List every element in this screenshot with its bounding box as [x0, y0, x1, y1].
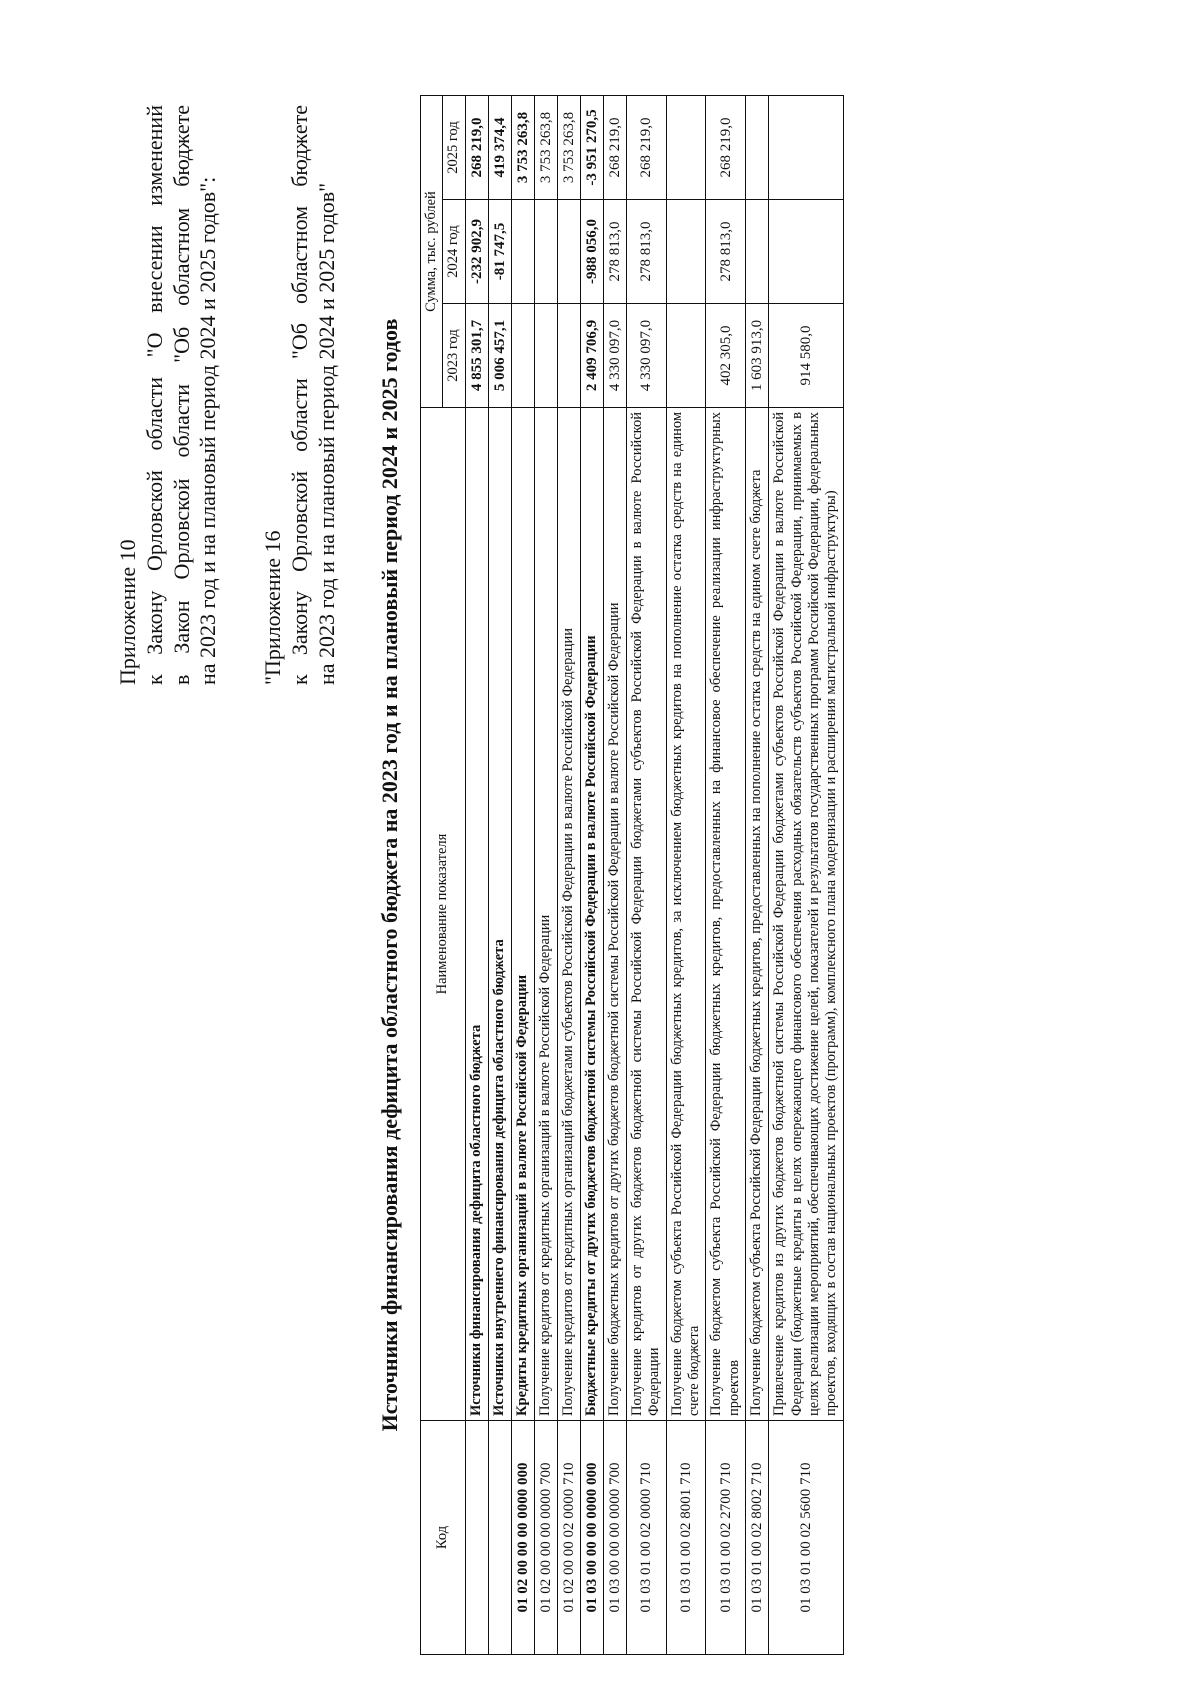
- cell-2024: 278 813,0: [706, 200, 746, 304]
- cell-2025: 3 753 263,8: [511, 96, 534, 200]
- column-header-code: Код: [421, 1421, 466, 1655]
- cell-2023: [534, 304, 557, 408]
- cell-2025: 419 374,4: [488, 96, 511, 200]
- table-row: [534, 96, 557, 1655]
- cell-2024: 278 813,0: [626, 200, 666, 304]
- cell-2025: 268 219,0: [465, 96, 488, 200]
- cell-2025: 3 753 263,8: [534, 96, 557, 200]
- header-word: областном: [286, 205, 312, 304]
- cell-name: Получение кредитов от других бюджетов бюджетной системы Российской Федерации бюджетами субъектов Российской Федерации в валюте Российской Федерации: [626, 408, 666, 1421]
- cell-2023: [557, 304, 580, 408]
- cell-2023: 4 855 301,7: [465, 304, 488, 408]
- appendix-16-label: "Приложение 16: [260, 530, 285, 685]
- cell-name: Источники финансирования дефицита областного бюджета: [465, 408, 488, 1421]
- column-header-2023: 2023 год: [443, 304, 465, 408]
- table-body: [465, 96, 843, 1655]
- cell-code: 01 02 00 00 00 0000 000: [511, 1421, 534, 1655]
- table-row: [511, 96, 534, 1655]
- cell-2024: -988 056,0: [580, 200, 603, 304]
- cell-2024: [746, 200, 769, 304]
- appendix-10-line4: на 2023 год и на плановый период 2024 и 2025 годов":: [195, 176, 221, 685]
- table-row: [706, 96, 746, 1655]
- cell-2023: 5 006 457,1: [488, 304, 511, 408]
- cell-code: 01 03 01 00 02 0000 710: [626, 1421, 666, 1655]
- header-word: областном: [168, 207, 194, 306]
- cell-2024: [557, 200, 580, 304]
- cell-2023: [666, 304, 706, 408]
- cell-name: Получение бюджетом субъекта Российской Федерации бюджетных кредитов, предоставленных на финансовое обеспечение реализации инфраструктурных проектов: [706, 408, 746, 1421]
- cell-name: Получение бюджетом субъекта Российской Федерации бюджетных кредитов, за исключением бюджетных кредитов на пополнение остатка средств на едином счете бюджета: [666, 408, 706, 1421]
- cell-2025: 268 219,0: [706, 96, 746, 200]
- header-word: внесении: [141, 225, 167, 313]
- header-word: бюджете: [286, 105, 312, 187]
- table-row: [666, 96, 706, 1655]
- cell-code: 01 03 01 00 02 8002 710: [746, 1421, 769, 1655]
- cell-2024: [769, 200, 844, 304]
- table-row: [603, 96, 626, 1655]
- cell-code: [465, 1421, 488, 1655]
- cell-code: [488, 1421, 511, 1655]
- cell-name: Кредиты кредитных организаций в валюте Российской Федерации: [511, 408, 534, 1421]
- cell-2024: 278 813,0: [603, 200, 626, 304]
- table-row: [746, 96, 769, 1655]
- cell-2023: 2 409 706,9: [580, 304, 603, 408]
- header-word: к: [286, 674, 312, 685]
- cell-2025: [666, 96, 706, 200]
- cell-2023: 4 330 097,0: [603, 304, 626, 408]
- table-row: [557, 96, 580, 1655]
- cell-code: 01 02 00 00 02 0000 710: [557, 1421, 580, 1655]
- cell-code: 01 03 00 00 00 0000 700: [603, 1421, 626, 1655]
- header-word: "Об: [168, 326, 194, 363]
- cell-2025: [769, 96, 844, 200]
- cell-code: 01 03 00 00 00 0000 000: [580, 1421, 603, 1655]
- header-word: бюджете: [168, 105, 194, 187]
- cell-code: 01 02 00 00 00 0000 700: [534, 1421, 557, 1655]
- header-word: в: [168, 674, 194, 685]
- cell-2024: -232 902,9: [465, 200, 488, 304]
- header-word: области: [286, 378, 312, 452]
- document-title: Источники финансирования дефицита областного бюджета на 2023 год и на плановый период 2024 и 2025 годов: [377, 318, 402, 1432]
- table-row: [465, 96, 488, 1655]
- cell-code: 01 03 01 00 02 5600 710: [769, 1421, 844, 1655]
- column-header-sum: Сумма, тыс. рублей: [421, 96, 443, 408]
- header-word: Закону: [286, 591, 312, 656]
- financing-sources-table: [420, 95, 844, 1655]
- cell-name: Получение бюджетом субъекта Российской Федерации бюджетных кредитов, предоставленных на пополнение остатка средств на едином счете бюджета: [746, 408, 769, 1421]
- cell-2025: 268 219,0: [626, 96, 666, 200]
- cell-2023: 1 603 913,0: [746, 304, 769, 408]
- table-row: [580, 96, 603, 1655]
- cell-name: Источники внутреннего финансирования дефицита областного бюджета: [488, 408, 511, 1421]
- appendix-10-label: Приложение 10: [115, 539, 140, 685]
- cell-2023: 4 330 097,0: [626, 304, 666, 408]
- cell-2024: [511, 200, 534, 304]
- appendix-16-line2: [287, 105, 314, 685]
- cell-2023: 402 305,0: [706, 304, 746, 408]
- table-row: [769, 96, 844, 1655]
- cell-2025: 3 753 263,8: [557, 96, 580, 200]
- cell-name: Привлечение кредитов из других бюджетов бюджетной системы Российской Федерации бюджетами субъектов Российской Федерации в валюте Российской Федерации (бюджетные кредиты в целях опережающего финансового обеспечения расходных обязательств субъектов Российской Федерации, принимаемых в целях реализации мероприятий, обеспечивающих достижение целей, показателей и результатов государственных программ Российской Федерации, федеральных проектов, входящих в состав национальных проектов (программ), комплексного плана модернизации и расширения магистральной инфраструктуры): [769, 408, 844, 1421]
- cell-name: Получение кредитов от кредитных организаций бюджетами субъектов Российской Федерации в валюте Российской Федерации: [557, 408, 580, 1421]
- header-word: Орловской: [168, 478, 194, 580]
- cell-name: Получение бюджетных кредитов от других бюджетов бюджетной системы Российской Федерации в валюте Российской Федерации: [603, 408, 626, 1421]
- header-word: области: [141, 376, 167, 451]
- cell-name: Бюджетные кредиты от других бюджетов бюджетной системы Российской Федерации в валюте Российской Федерации: [580, 408, 603, 1421]
- cell-2024: [666, 200, 706, 304]
- rotated-page: [75, 95, 1125, 1655]
- appendix-16-line3: на 2023 год и на плановый период 2024 и 2025 годов": [313, 182, 339, 685]
- header-word: Закон: [168, 600, 194, 654]
- header-word: Орловской: [141, 470, 167, 571]
- header-word: "Об: [286, 323, 312, 360]
- cell-2025: 268 219,0: [603, 96, 626, 200]
- appendix-10-header: [115, 105, 222, 685]
- cell-2025: -3 951 270,5: [580, 96, 603, 200]
- cell-code: 01 03 01 00 02 2700 710: [706, 1421, 746, 1655]
- appendix-16-header: [260, 105, 340, 685]
- header-word: "О: [141, 332, 167, 358]
- appendix-10-line3: [169, 105, 196, 685]
- cell-name: Получение кредитов от кредитных организаций в валюте Российской Федерации: [534, 408, 557, 1421]
- cell-2023: 914 580,0: [769, 304, 844, 408]
- header-word: Орловской: [286, 470, 312, 572]
- cell-code: 01 03 01 00 02 8001 710: [666, 1421, 706, 1655]
- cell-2024: [534, 200, 557, 304]
- cell-2023: [511, 304, 534, 408]
- column-header-name: Наименование показателя: [421, 408, 466, 1421]
- appendix-10-line2: [142, 105, 169, 685]
- header-word: к: [141, 674, 167, 685]
- cell-2025: [746, 96, 769, 200]
- table-row: [488, 96, 511, 1655]
- header-word: Закону: [141, 590, 167, 655]
- cell-2024: -81 747,5: [488, 200, 511, 304]
- table-row: [626, 96, 666, 1655]
- column-header-2024: 2024 год: [443, 200, 465, 304]
- header-word: области: [168, 383, 194, 458]
- column-header-2025: 2025 год: [443, 96, 465, 200]
- header-word: изменений: [141, 105, 167, 206]
